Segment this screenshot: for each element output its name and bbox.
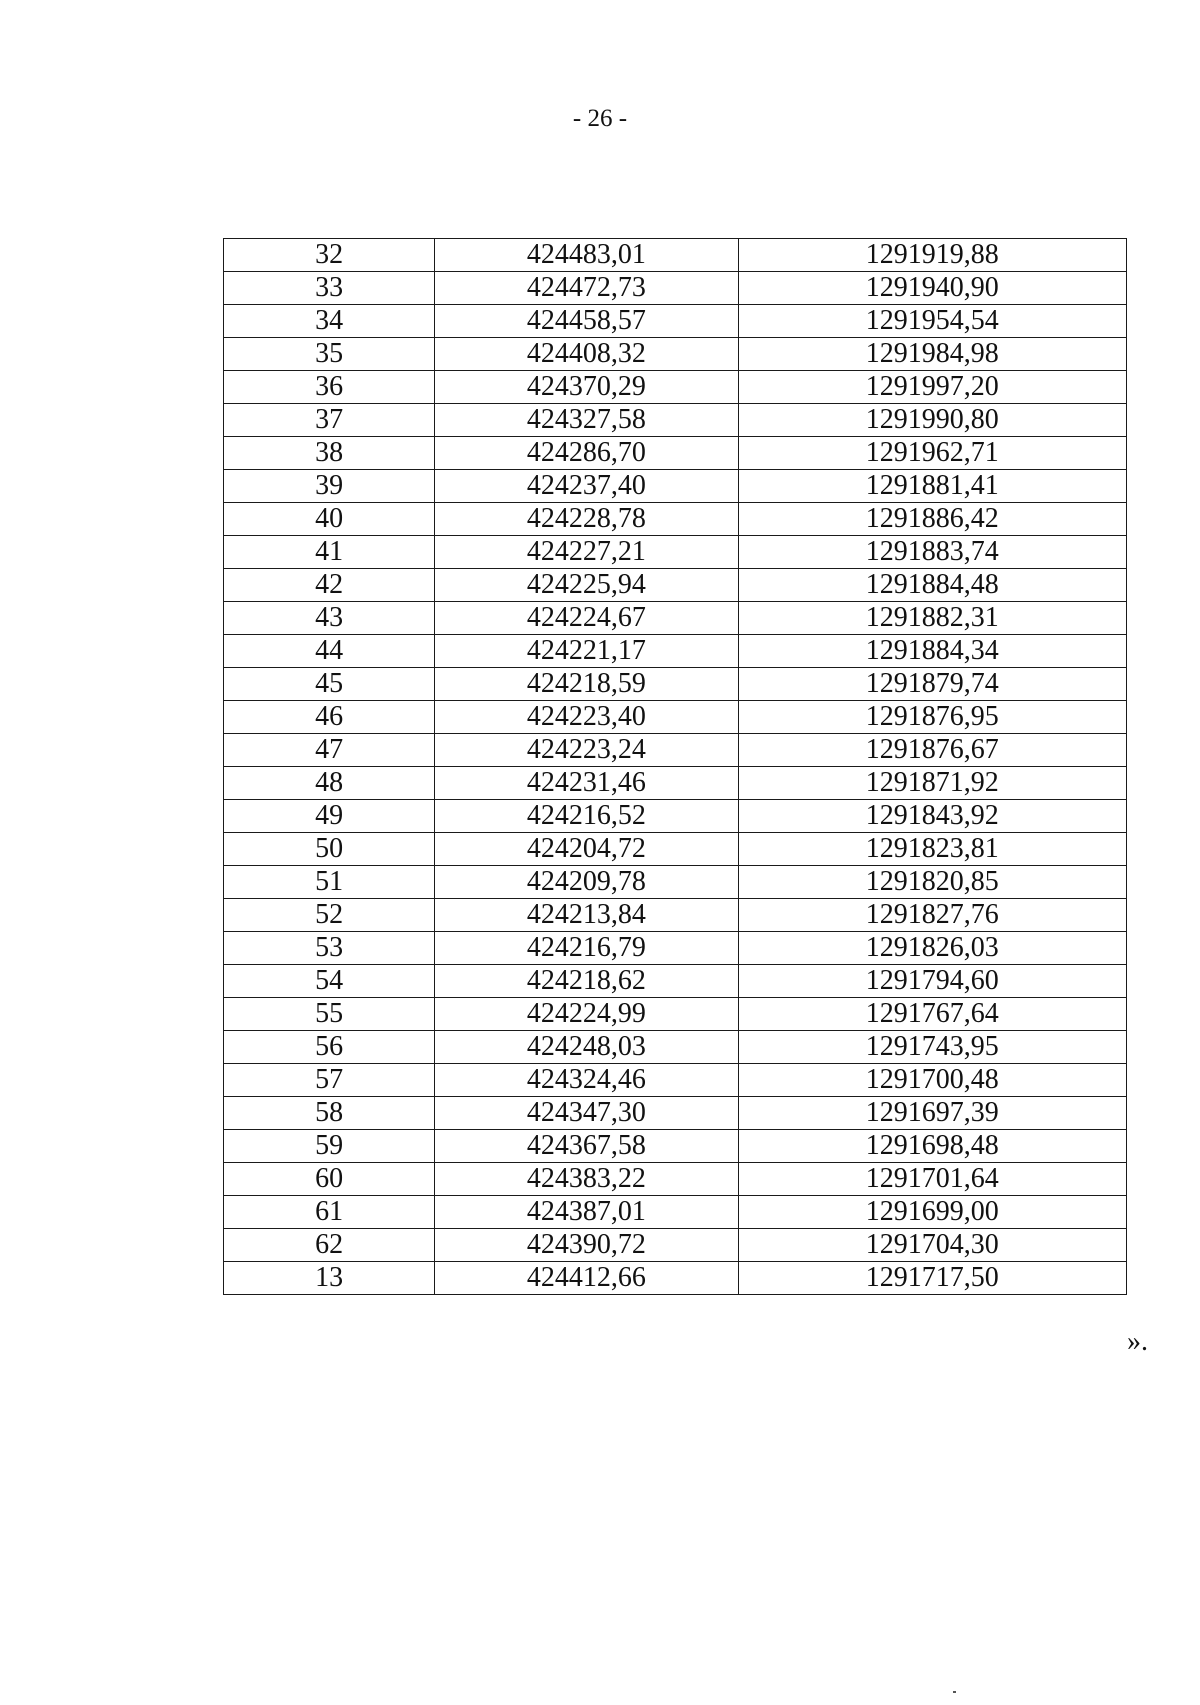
x-coordinate-cell: 424458,57 [435,305,738,338]
point-number-cell: 13 [224,1262,435,1295]
table-row [224,437,1127,470]
point-number-cell: 50 [224,833,435,866]
table-row [224,404,1127,437]
table-row [224,371,1127,404]
point-number-cell: 44 [224,635,435,668]
y-coordinate-cell: 1291698,48 [738,1130,1126,1163]
y-coordinate-cell: 1291997,20 [738,371,1126,404]
y-coordinate-cell: 1291883,74 [738,536,1126,569]
point-number-cell: 42 [224,569,435,602]
x-coordinate-cell: 424324,46 [435,1064,738,1097]
x-coordinate-cell: 424483,01 [435,239,738,272]
table-row [224,536,1127,569]
y-coordinate-cell: 1291962,71 [738,437,1126,470]
x-coordinate-cell: 424228,78 [435,503,738,536]
y-coordinate-cell: 1291697,39 [738,1097,1126,1130]
table-row [224,701,1127,734]
scan-speck [953,1691,956,1693]
table-row [224,1130,1127,1163]
y-coordinate-cell: 1291984,98 [738,338,1126,371]
y-coordinate-cell: 1291704,30 [738,1229,1126,1262]
y-coordinate-cell: 1291743,95 [738,1031,1126,1064]
point-number-cell: 46 [224,701,435,734]
table-row [224,470,1127,503]
table-row [224,899,1127,932]
coordinates-table [223,238,1127,1295]
x-coordinate-cell: 424204,72 [435,833,738,866]
table-row [224,1229,1127,1262]
x-coordinate-cell: 424213,84 [435,899,738,932]
y-coordinate-cell: 1291826,03 [738,932,1126,965]
point-number-cell: 41 [224,536,435,569]
point-number-cell: 39 [224,470,435,503]
x-coordinate-cell: 424367,58 [435,1130,738,1163]
y-coordinate-cell: 1291843,92 [738,800,1126,833]
y-coordinate-cell: 1291884,34 [738,635,1126,668]
point-number-cell: 35 [224,338,435,371]
x-coordinate-cell: 424223,40 [435,701,738,734]
point-number-cell: 49 [224,800,435,833]
point-number-cell: 48 [224,767,435,800]
y-coordinate-cell: 1291794,60 [738,965,1126,998]
y-coordinate-cell: 1291940,90 [738,272,1126,305]
point-number-cell: 37 [224,404,435,437]
table-row [224,239,1127,272]
y-coordinate-cell: 1291823,81 [738,833,1126,866]
x-coordinate-cell: 424216,52 [435,800,738,833]
table-row [224,602,1127,635]
point-number-cell: 45 [224,668,435,701]
x-coordinate-cell: 424224,67 [435,602,738,635]
y-coordinate-cell: 1291701,64 [738,1163,1126,1196]
point-number-cell: 43 [224,602,435,635]
y-coordinate-cell: 1291990,80 [738,404,1126,437]
closing-quote-mark: ». [1127,1326,1148,1357]
x-coordinate-cell: 424248,03 [435,1031,738,1064]
x-coordinate-cell: 424209,78 [435,866,738,899]
x-coordinate-cell: 424387,01 [435,1196,738,1229]
coordinates-table-body [224,239,1127,1295]
point-number-cell: 53 [224,932,435,965]
y-coordinate-cell: 1291717,50 [738,1262,1126,1295]
x-coordinate-cell: 424221,17 [435,635,738,668]
x-coordinate-cell: 424225,94 [435,569,738,602]
x-coordinate-cell: 424286,70 [435,437,738,470]
y-coordinate-cell: 1291876,67 [738,734,1126,767]
y-coordinate-cell: 1291820,85 [738,866,1126,899]
point-number-cell: 36 [224,371,435,404]
table-row [224,569,1127,602]
point-number-cell: 47 [224,734,435,767]
y-coordinate-cell: 1291876,95 [738,701,1126,734]
point-number-cell: 61 [224,1196,435,1229]
table-row [224,1097,1127,1130]
point-number-cell: 40 [224,503,435,536]
point-number-cell: 62 [224,1229,435,1262]
table-row [224,635,1127,668]
page-number: - 26 - [572,105,628,132]
table-row [224,1163,1127,1196]
table-row [224,272,1127,305]
x-coordinate-cell: 424370,29 [435,371,738,404]
x-coordinate-cell: 424412,66 [435,1262,738,1295]
point-number-cell: 55 [224,998,435,1031]
x-coordinate-cell: 424383,22 [435,1163,738,1196]
x-coordinate-cell: 424216,79 [435,932,738,965]
x-coordinate-cell: 424327,58 [435,404,738,437]
point-number-cell: 38 [224,437,435,470]
table-row [224,503,1127,536]
table-row [224,668,1127,701]
table-row [224,1196,1127,1229]
x-coordinate-cell: 424472,73 [435,272,738,305]
y-coordinate-cell: 1291699,00 [738,1196,1126,1229]
point-number-cell: 54 [224,965,435,998]
point-number-cell: 57 [224,1064,435,1097]
x-coordinate-cell: 424347,30 [435,1097,738,1130]
point-number-cell: 32 [224,239,435,272]
x-coordinate-cell: 424223,24 [435,734,738,767]
table-row [224,1031,1127,1064]
x-coordinate-cell: 424227,21 [435,536,738,569]
table-row [224,965,1127,998]
table-row [224,998,1127,1031]
point-number-cell: 56 [224,1031,435,1064]
table-row [224,833,1127,866]
table-row [224,1262,1127,1295]
y-coordinate-cell: 1291871,92 [738,767,1126,800]
point-number-cell: 51 [224,866,435,899]
point-number-cell: 59 [224,1130,435,1163]
table-row [224,800,1127,833]
y-coordinate-cell: 1291919,88 [738,239,1126,272]
x-coordinate-cell: 424390,72 [435,1229,738,1262]
x-coordinate-cell: 424218,62 [435,965,738,998]
table-row [224,767,1127,800]
y-coordinate-cell: 1291882,31 [738,602,1126,635]
x-coordinate-cell: 424237,40 [435,470,738,503]
x-coordinate-cell: 424218,59 [435,668,738,701]
table-row [224,734,1127,767]
point-number-cell: 34 [224,305,435,338]
y-coordinate-cell: 1291767,64 [738,998,1126,1031]
y-coordinate-cell: 1291879,74 [738,668,1126,701]
y-coordinate-cell: 1291954,54 [738,305,1126,338]
x-coordinate-cell: 424231,46 [435,767,738,800]
table-row [224,338,1127,371]
y-coordinate-cell: 1291700,48 [738,1064,1126,1097]
point-number-cell: 33 [224,272,435,305]
x-coordinate-cell: 424224,99 [435,998,738,1031]
table-row [224,932,1127,965]
y-coordinate-cell: 1291827,76 [738,899,1126,932]
point-number-cell: 60 [224,1163,435,1196]
point-number-cell: 52 [224,899,435,932]
table-row [224,866,1127,899]
y-coordinate-cell: 1291886,42 [738,503,1126,536]
y-coordinate-cell: 1291881,41 [738,470,1126,503]
y-coordinate-cell: 1291884,48 [738,569,1126,602]
table-row [224,1064,1127,1097]
table-row [224,305,1127,338]
x-coordinate-cell: 424408,32 [435,338,738,371]
point-number-cell: 58 [224,1097,435,1130]
